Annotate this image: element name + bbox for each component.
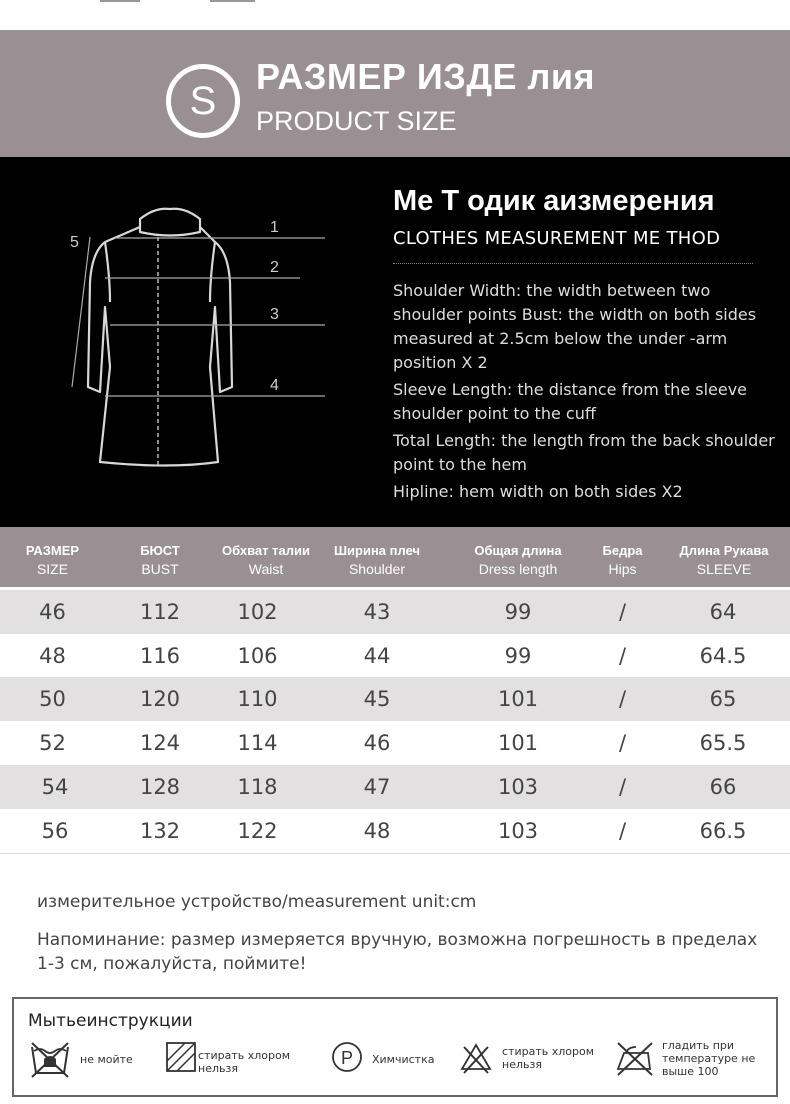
size-badge-icon: S [166,64,240,138]
table-row [0,765,790,809]
cell-size: 48 [39,644,66,668]
measurement-section [0,157,790,527]
cell-hips: / [618,644,627,668]
measurement-title-ru: Me T одик аизмерения [393,185,715,217]
divider [393,263,753,264]
cell-waist: 118 [237,775,278,799]
measurement-unit-note: измерительное устройство/measurement unit:cm [37,892,477,912]
header-title-ru: РАЗМЕР ИЗДЕ лия [256,56,596,97]
no-wash-icon [28,1039,72,1079]
care-instructions [12,997,778,1097]
care-label: не мойте [80,1053,133,1066]
cell-shoulder: 45 [363,687,391,711]
divider [0,853,790,854]
coat-diagram [60,197,360,487]
cell-dress-length: 99 [504,600,532,624]
care-label: гладить при температуре не выше 100 [662,1039,756,1078]
dry-clean-icon [330,1039,364,1075]
diagram-label-3: 3 [270,306,279,323]
cell-dress-length: 103 [497,775,539,799]
cell-waist: 102 [237,600,278,624]
no-bleach-icon [164,1039,198,1075]
care-label: стирать хлором нельзя [198,1049,290,1075]
cell-size: 50 [39,687,66,711]
cell-dress-length: 103 [497,819,539,843]
cell-sleeve: 64.5 [699,644,747,668]
cell-bust: 120 [139,687,181,711]
cell-hips: / [618,775,627,799]
cell-shoulder: 43 [363,600,391,624]
cell-sleeve: 65 [709,687,737,711]
th-dress-length: Общая длина Dress length [474,543,562,577]
cell-waist: 110 [237,687,278,711]
cell-bust: 116 [139,644,181,668]
cell-sleeve: 65.5 [699,731,747,755]
no-chlorine-icon [458,1039,494,1075]
cell-dress-length: 101 [497,687,539,711]
care-item-iron-low [614,1039,774,1083]
table-row [0,590,790,634]
care-item-no-chlorine [458,1039,608,1083]
care-item-dry-clean [330,1039,450,1083]
cell-sleeve: 64 [709,600,737,624]
cell-sleeve: 66.5 [699,819,747,843]
measurement-description [393,279,778,507]
cell-bust: 132 [139,819,181,843]
desc-hipline: Hipline: hem width on both sides X2 [393,482,683,501]
cell-waist: 106 [237,644,278,668]
th-hips: Бедра Hips [602,543,643,577]
diagram-label-1: 1 [270,219,279,236]
cell-size: 46 [39,600,66,624]
cell-shoulder: 47 [363,775,391,799]
th-bust: БЮСТ BUST [140,543,180,577]
cell-dress-length: 99 [504,644,532,668]
cell-hips: / [618,687,627,711]
cell-bust: 124 [139,731,181,755]
top-strip [0,0,790,30]
cell-size: 54 [41,775,69,799]
table-row [0,809,790,853]
divider [100,0,140,2]
cell-size: 56 [41,819,69,843]
desc-total-length: Total Length: the length from the back shoulder point to the hem [393,431,775,474]
table-row [0,634,790,678]
diagram-label-5: 5 [70,234,79,251]
desc-sleeve: Sleeve Length: the distance from the sleeve shoulder point to the cuff [393,380,748,423]
cell-bust: 128 [139,775,181,799]
divider [210,0,255,2]
cell-sleeve: 66 [709,775,737,799]
care-label: стирать хлором нельзя [502,1045,594,1071]
care-title: Мытьеинструкции [28,1011,193,1031]
desc-shoulder-bust: Shoulder Width: the width between two shoulder points Bust: the width on both sides measured at 2.5cm below the under -arm position X 2 [393,281,757,372]
iron-low-icon [614,1039,654,1077]
header-title-en: PRODUCT SIZE [256,106,457,136]
diagram-label-4: 4 [270,377,279,394]
dry-clean-symbol: P [340,1048,354,1068]
cell-shoulder: 44 [363,644,391,668]
cell-hips: / [618,731,627,755]
cell-dress-length: 101 [497,731,539,755]
cell-bust: 112 [139,600,181,624]
th-size: РАЗМЕР SIZE [25,543,80,577]
cell-hips: / [618,819,627,843]
table-row [0,721,790,765]
care-item-no-wash [28,1039,158,1083]
th-sleeve: Длина Рукава SLEEVE [679,543,769,577]
th-shoulder: Ширина плеч Shoulder [333,543,421,577]
care-label: Химчистка [372,1053,435,1066]
reminder-note: Напоминание: размер измеряется вручную, возможна погрешность в пределах 1-3 см, пожалуйста, поймите! [37,930,758,974]
th-waist: Обхват талии Waist [222,543,310,577]
cell-waist: 122 [237,819,278,843]
cell-size: 52 [39,731,66,755]
measurement-title-en: CLOTHES MEASUREMENT ME THOD [393,228,721,249]
cell-hips: / [618,600,627,624]
diagram-label-2: 2 [270,259,279,276]
product-size-header [0,30,790,157]
care-item-no-bleach [164,1039,314,1083]
size-table-header [0,527,790,587]
cell-shoulder: 46 [363,731,391,755]
table-row [0,677,790,721]
cell-waist: 114 [237,731,278,755]
cell-shoulder: 48 [363,819,391,843]
